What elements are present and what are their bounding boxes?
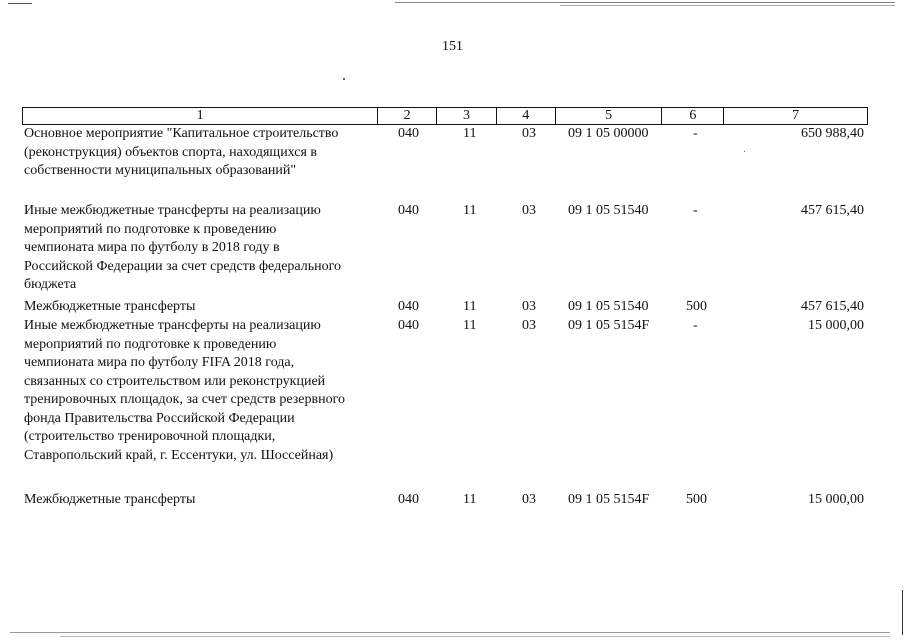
- cell-col-7: 457 615,40: [801, 299, 864, 314]
- cell-col-3: 11: [463, 492, 477, 507]
- cell-col-6: 500: [686, 492, 707, 507]
- cell-col-5: 09 1 05 5154F: [568, 318, 650, 333]
- row-description: Иные межбюджетные трансферты на реализацию мероприятий по подготовке к проведению чемпионата мира по футболу в 2018 году в Российской Федерации за счет средств федерального бюджета: [24, 203, 342, 292]
- scan-speck: [744, 151, 745, 152]
- cell-col-4: 03: [522, 203, 536, 218]
- cell-col-7: 15 000,00: [808, 318, 864, 333]
- cell-col-2: 040: [398, 318, 419, 333]
- header-col-7: 7: [792, 108, 800, 123]
- header-col-4: 4: [497, 108, 556, 124]
- cell-col-5: 09 1 05 00000: [568, 126, 649, 141]
- cell-col-7: 650 988,40: [801, 126, 864, 141]
- cell-col-5: 09 1 05 51540: [568, 299, 649, 314]
- cell-col-5: 09 1 05 5154F: [568, 492, 650, 507]
- header-col-1: 1: [23, 108, 378, 124]
- cell-col-3: 11: [463, 299, 477, 314]
- row-description: Межбюджетные трансферты: [24, 299, 196, 314]
- cell-col-2: 040: [398, 299, 419, 314]
- cell-col-3: 11: [463, 318, 477, 333]
- cell-col-4: 03: [522, 318, 536, 333]
- cell-col-6: -: [693, 203, 698, 218]
- cell-col-3: 11: [463, 126, 477, 141]
- row-description: Межбюджетные трансферты: [24, 492, 196, 507]
- cell-col-4: 03: [522, 126, 536, 141]
- cell-col-2: 040: [398, 492, 419, 507]
- cell-col-3: 11: [463, 203, 477, 218]
- scan-artifact-right-edge: [902, 590, 903, 635]
- cell-col-2: 040: [398, 203, 419, 218]
- table-header: [22, 107, 868, 125]
- scan-artifact-top-right: [395, 2, 895, 3]
- cell-col-6: -: [693, 126, 698, 141]
- scan-artifact-bottom: [10, 632, 890, 633]
- scan-artifact-top-right-2: [560, 5, 895, 6]
- scan-artifact-bottom-2: [60, 636, 890, 637]
- page-number: 151: [442, 39, 463, 54]
- row-description: Основное мероприятие "Капитальное строительство (реконструкция) объектов спорта, находящихся в собственности муниципальных образований": [24, 126, 339, 178]
- cell-col-6: 500: [686, 299, 707, 314]
- header-col-5: 5: [556, 108, 663, 124]
- header-col-3: 3: [437, 108, 497, 124]
- cell-col-2: 040: [398, 126, 419, 141]
- cell-col-7: 457 615,40: [801, 203, 864, 218]
- cell-col-5: 09 1 05 51540: [568, 203, 649, 218]
- header-col-6: 6: [662, 108, 724, 124]
- cell-col-4: 03: [522, 492, 536, 507]
- row-description: Иные межбюджетные трансферты на реализацию мероприятий по подготовке к проведению чемпионата мира по футболу FIFA 2018 года, связанных со строительством или реконструкцией тренировочных площадок, за счет средств резервного фонда Правительства Российской Федерации (строительство тренировочной площадки, Ставропольский край, г. Ессентуки, ул. Шоссейная): [24, 318, 345, 463]
- scan-artifact-top-left: [8, 3, 32, 4]
- cell-col-7: 15 000,00: [808, 492, 864, 507]
- header-col-2: 2: [378, 108, 437, 124]
- cell-col-4: 03: [522, 299, 536, 314]
- cell-col-6: -: [693, 318, 698, 333]
- scan-speck: [343, 78, 345, 80]
